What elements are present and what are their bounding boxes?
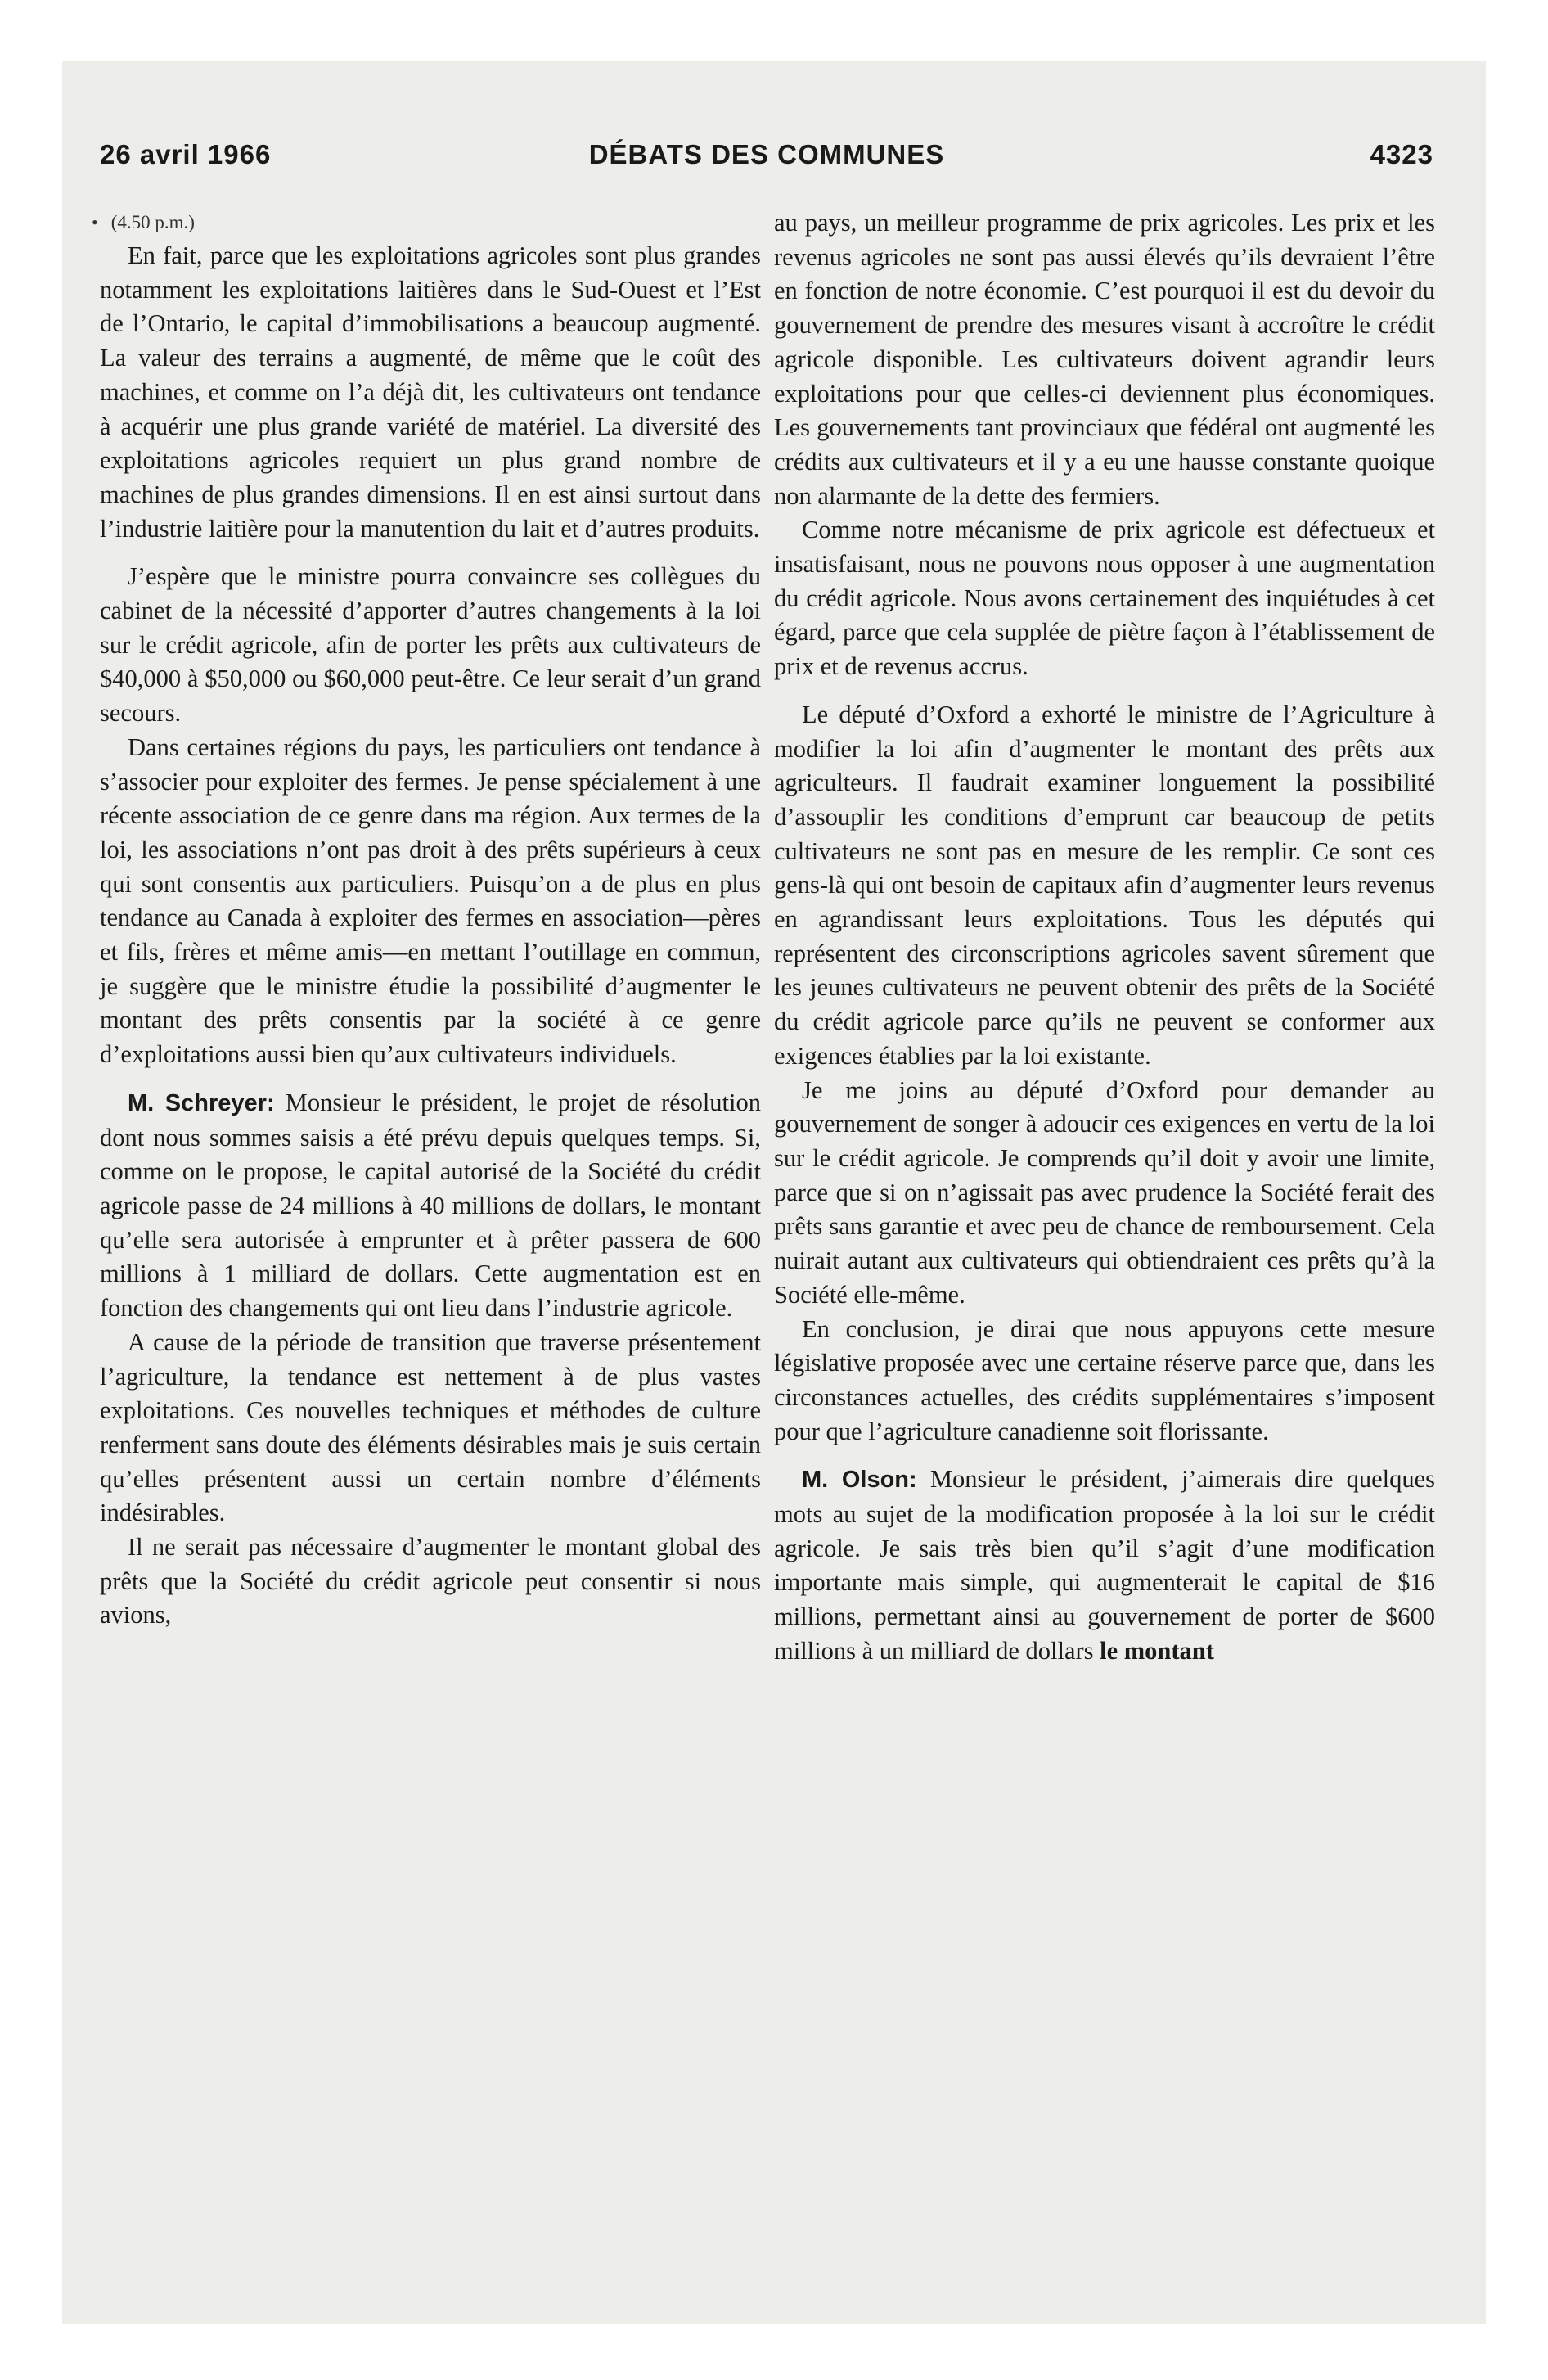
right-column: [774, 206, 1435, 1669]
paragraph: au pays, un meilleur programme de prix agricoles. Les prix et les revenus agricoles ne sont pas aussi élevés qu’ils devraient l’être en fonction de notre économie. C’est pourquoi il est du devoir du gouvernement de prendre des mesures visant à accroître le crédit agricole disponible. Les cultivateurs doivent agrandir leurs exploitations pour que celles-ci deviennent plus économiques. Les gouvernements tant provinciaux que fédéral ont augmenté les crédits aux cultivateurs et il y a eu une hausse constante quoique non alarmante de la dette des fermiers.: [774, 209, 1435, 510]
bold-text: le montant: [1100, 1636, 1214, 1665]
page-header: [100, 139, 1433, 172]
paragraph: A cause de la période de transition que traverse présentement l’agriculture, la tendance est nettement à de plus vastes exploitations. Ces nouvelles techniques et méthodes de culture renferment sans doute des éléments désirables mais je suis certain qu’elles présentent aussi un certain nombre d’éléments indésirables.: [100, 1327, 761, 1527]
speech-paragraph: [774, 1463, 1435, 1668]
speech-paragraph: [100, 1086, 761, 1326]
left-column: [92, 206, 761, 1633]
paragraph: Dans certaines régions du pays, les particuliers ont tendance à s’associer pour exploiter des fermes. Je pense spécialement à une récente association de ce genre dans ma région. Aux termes de la loi, les associations n’ont pas droit à des prêts supérieurs à ceux qui sont consentis aux particuliers. Puisqu’on a de plus en plus tendance au Canada à exploiter des fermes en association—pères et fils, frères et même amis—en mettant l’outillage en commun, je suggère que le ministre étudie la possibilité d’augmenter le montant des prêts consentis par la société à ce genre d’exploitations aussi bien qu’aux cultivateurs individuels.: [100, 732, 761, 1069]
paragraph: Comme notre mécanisme de prix agricole est défectueux et insatisfaisant, nous ne pouvons nous opposer à une augmentation du crédit agricole. Nous avons certainement des inquiétudes à cet égard, parce que cela supplée de piètre façon à l’établissement de prix et de revenus accrus.: [774, 516, 1435, 681]
paragraph: J’espère que le ministre pourra convaincre ses collègues du cabinet de la nécessité d’apporter d’autres changements à la loi sur le crédit agricole, afin de porter les prêts aux cultivateurs de $40,000 à $50,000 ou $60,000 peut-être. Ce leur serait d’un grand secours.: [100, 562, 761, 728]
page-number: 4323: [1370, 139, 1433, 169]
paragraph: Je me joins au député d’Oxford pour demander au gouvernement de songer à adoucir ces exigences en vertu de la loi sur le crédit agricole. Je comprends qu’il doit y avoir une limite, parce que si on n’agissait pas avec prudence la Société ferait des prêts sans garantie et avec peu de chance de remboursement. Cela nuirait autant aux cultivateurs qui obtiendraient ces prêts qu’à la Société elle-même.: [774, 1075, 1435, 1309]
paragraph: Le député d’Oxford a exhorté le ministre de l’Agriculture à modifier la loi afin d’augmenter le montant des prêts aux agriculteurs. Il faudrait examiner longuement la possibilité d’assouplir les conditions d’emprunt car beaucoup de petits cultivateurs ne sont pas en mesure de les remplir. Ce sont ces gens-là qui ont besoin de capitaux afin d’augmenter leurs revenus en agrandissant leurs exploitations. Tous les députés qui représentent des circonscriptions agricoles savent sûrement que les jeunes cultivateurs ne peuvent obtenir des prêts de la Société du crédit agricole parce qu’ils ne peuvent se conformer aux exigences établies par la loi existante.: [774, 700, 1435, 1070]
time-stamp: (4.50 p.m.): [110, 212, 195, 232]
header-date: 26 avril 1966: [100, 139, 272, 169]
speaker-name: M. Schreyer:: [128, 1089, 275, 1116]
speech-text: Monsieur le président, le projet de résolution dont nous sommes saisis a été prévu depuis quelques temps. Si, comme on le propose, le capital autorisé de la Société du crédit agricole passe de 24 millions à 40 millions de dollars, le montant qu’elle sera autorisée à emprunter et à prêter passera de 600 millions à 1 milliard de dollars. Cette augmentation est en fonction des changements qui ont lieu dans l’industrie agricole.: [100, 1088, 761, 1323]
bullet-icon: •: [92, 212, 98, 232]
paragraph: En fait, parce que les exploitations agricoles sont plus grandes notamment les exploitations laitières dans le Sud-Ouest et l’Est de l’Ontario, le capital d’immobilisations a beaucoup augmenté. La valeur des terrains a augmenté, de même que le coût des machines, et comme on l’a déjà dit, les cultivateurs ont tendance à acquérir une plus grande variété de matériel. La diversité des exploitations agricoles requiert un plus grand nombre de machines de plus grandes dimensions. Il en est ainsi surtout dans l’industrie laitière pour la manutention du lait et d’autres produits.: [100, 241, 761, 543]
speaker-name: M. Olson:: [802, 1467, 917, 1494]
paragraph: Il ne serait pas nécessaire d’augmenter le montant global des prêts que la Société du crédit agricole peut consentir si nous avions,: [100, 1533, 761, 1629]
time-stamp-line: [92, 206, 761, 239]
journal-title: DÉBATS DES COMMUNES: [588, 139, 945, 169]
paragraph: En conclusion, je dirai que nous appuyons cette mesure législative proposée avec une certaine réserve parce que, dans les circonstances actuelles, des crédits supplémentaires s’imposent pour que l’agriculture canadienne soit florissante.: [774, 1314, 1435, 1445]
speech-text: Monsieur le président, j’aimerais dire quelques mots au sujet de la modification proposée à la loi sur le crédit agricole. Je sais très bien qu’il s’agit d’une modification importante mais simple, qui augmenterait le capital de $16 millions, permettant ainsi au gouvernement de porter de $600 millions à un milliard de dollars: [774, 1465, 1436, 1665]
